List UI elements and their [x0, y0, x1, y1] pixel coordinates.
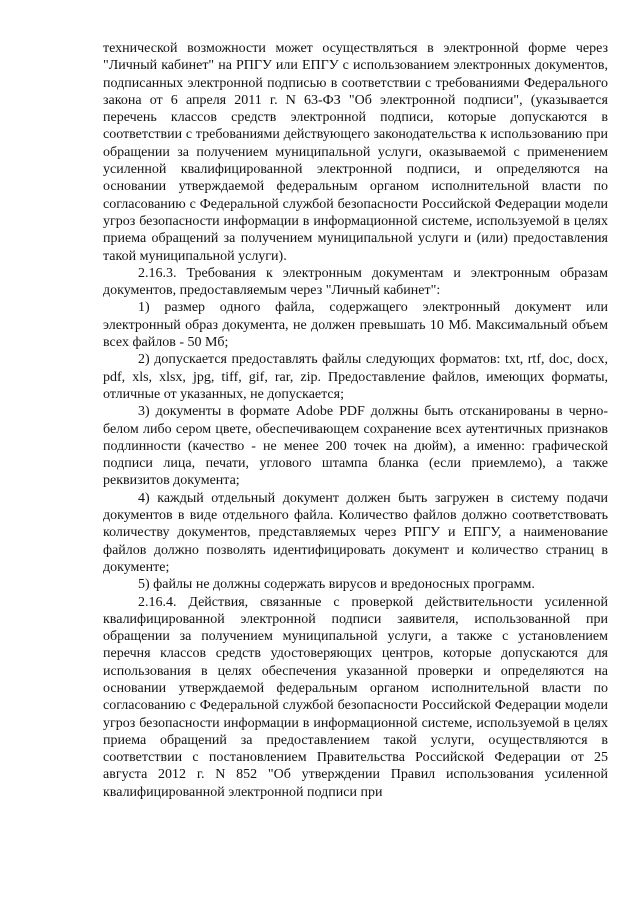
list-item-2: 2) допускается предоставлять файлы следующих форматов: txt, rtf, doc, docx, pdf, xls, xlsx, jpg, tiff, gif, rar, zip. Предоставление файлов, имеющих форматы, отличные от указанных, не допускается;: [103, 352, 608, 402]
list-item-3: 3) документы в формате Adobe PDF должны быть отсканированы в черно-белом либо сером цвете, обеспечивающем сохранение всех аутентичных признаков подлинности (качество - не менее 200 точек на дюйм), а именно: графической подписи лица, печати, углового штампа бланка (если приемлемо), а также реквизитов документа;: [103, 404, 608, 489]
document-page: [103, 40, 608, 801]
list-item-4: 4) каждый отдельный документ должен быть загружен в систему подачи документов в виде отдельного файла. Количество файлов должно соответствовать количеству документов, представляемых через РПГУ и ЕПГУ, а наименование файлов должно позволять идентифицировать документ и количество страниц в документе;: [103, 490, 608, 575]
list-item-1: 1) размер одного файла, содержащего электронный документ или электронный образ документа, не должен превышать 10 Мб. Максимальный объем всех файлов - 50 Мб;: [103, 300, 608, 351]
paragraph-continuation: технической возможности может осуществляться в электронной форме через "Личный кабинет" на РПГУ или ЕПГУ с использованием электронных документов, подписанных электронной подписью в соответствии с требованиями Федерального закона от 6 апреля 2011 г. N 63-ФЗ "Об электронной подписи", (указывается перечень классов средств электронной подписи, которые допускаются в соответствии с требованиями действующего законодательства к использованию при обращении за получением муниципальной услуги, оказываемой с применением усиленной квалифицированной электронной подписи, и определяются на основании утверждаемой федеральным органом исполнительной власти по согласованию с Федеральной службой безопасности Российской Федерации модели угроз безопасности информации в информационной системе, используемой в целях приема обращений за получением муниципальной услуги и (или) предоставления такой муниципальной услуги).: [103, 41, 608, 264]
paragraph-2-16-3: 2.16.3. Требования к электронным документам и электронным образам документов, предоставляемым через "Личный кабинет":: [103, 265, 608, 299]
paragraph-2-16-4: 2.16.4. Действия, связанные с проверкой действительности усиленной квалифицированной электронной подписи заявителя, использованной при обращении за получением муниципальной услуги, а также с установлением перечня классов средств удостоверяющих центров, которые допускаются для использования в целях обеспечения указанной проверки и определяются на основании утверждаемой федеральным органом исполнительной власти по согласованию с Федеральной службой безопасности Российской Федерации модели угроз безопасности информации в информационной системе, используемой в целях приема обращений за предоставлением такой услуги, осуществляются в соответствии с постановлением Правительства Российской Федерации от 25 августа 2012 г. N 852 "Об утверждении Правил использования усиленной квалифицированной электронной подписи при: [103, 594, 608, 800]
list-item-5: 5) файлы не должны содержать вирусов и вредоносных программ.: [138, 577, 535, 593]
